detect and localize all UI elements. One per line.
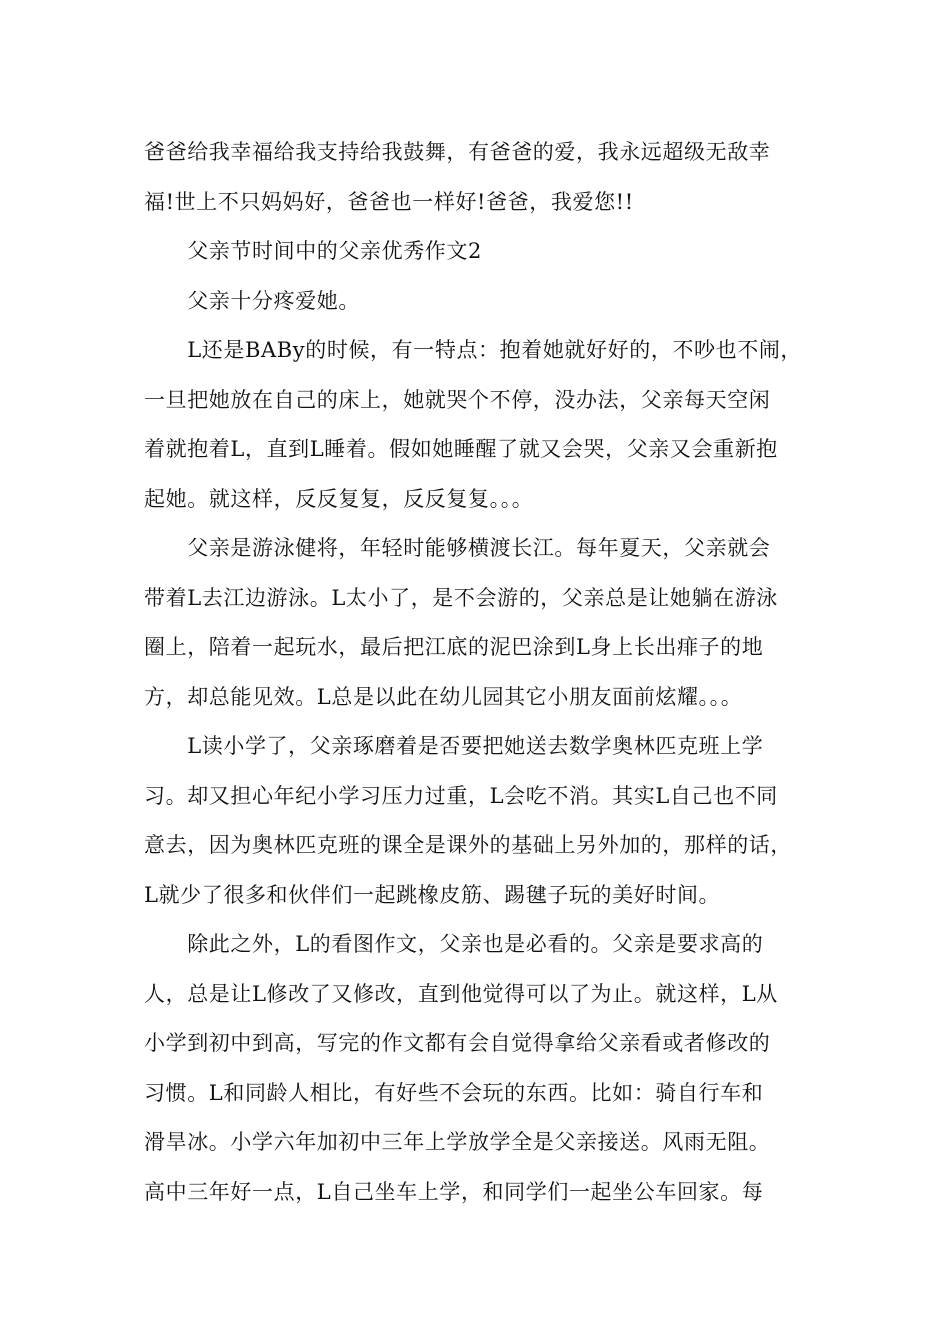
text-line: 一旦把她放在自己的床上，她就哭个不停，没办法，父亲每天空闲 [144, 387, 771, 412]
text-line: 爸爸给我幸福给我支持给我鼓舞，有爸爸的爱，我永远超级无敌幸 [144, 140, 771, 164]
text-line: L还是BABy的时候，有一特点：抱着她就好好的，不吵也不闹， [144, 338, 803, 362]
text-line: 起她。就这样，反反复复，反反复复。。。 [144, 486, 534, 511]
text-line: 除此之外，L的看图作文，父亲也是必看的。父亲是要求高的 [144, 932, 764, 956]
text-line: 带着L去江边游泳。L太小了，是不会游的，父亲总是让她躺在游泳 [144, 585, 778, 610]
text-line: 滑旱冰。小学六年加初中三年上学放学全是父亲接送。风雨无阻。 [144, 1130, 771, 1154]
section-title: 父亲节时间中的父亲优秀作文2 [144, 239, 482, 263]
text-line: 父亲是游泳健将，年轻时能够横渡长江。每年夏天，父亲就会 [144, 536, 771, 560]
essay-body [144, 128, 824, 1217]
text-line: 圈上，陪着一起玩水，最后把江底的泥巴涂到L身上长出痱子的地 [144, 635, 764, 659]
text-line: 意去，因为奥林匹克班的课全是课外的基础上另外加的，那样的话， [144, 833, 792, 857]
text-line: 小学到初中到高，写完的作文都有会自觉得拿给父亲看或者修改的 [144, 1031, 771, 1055]
text-line: L读小学了，父亲琢磨着是否要把她送去数学奥林匹克班上学 [144, 734, 764, 758]
text-line: 着就抱着L，直到L睡着。假如她睡醒了就又会哭，父亲又会重新抱 [144, 437, 778, 461]
text-line: 高中三年好一点，L自己坐车上学，和同学们一起坐公车回家。每 [144, 1179, 764, 1204]
text-line: 福!世上不只妈妈好，爸爸也一样好!爸爸，我爱您!! [144, 189, 634, 214]
text-line: L就少了很多和伙伴们一起跳橡皮筋、踢毽子玩的美好时间。 [144, 882, 721, 907]
text-line: 习惯。L和同龄人相比，有好些不会玩的东西。比如：骑自行车和 [144, 1080, 764, 1105]
text-line: 人，总是让L修改了又修改，直到他觉得可以了为止。就这样，L从 [144, 981, 778, 1006]
text-line: 方，却总能见效。L总是以此在幼儿园其它小朋友面前炫耀。。。 [144, 684, 743, 709]
text-line: 父亲十分疼爱她。 [144, 288, 360, 313]
text-line: 习。却又担心年纪小学习压力过重，L会吃不消。其实L自己也不同 [144, 783, 778, 808]
